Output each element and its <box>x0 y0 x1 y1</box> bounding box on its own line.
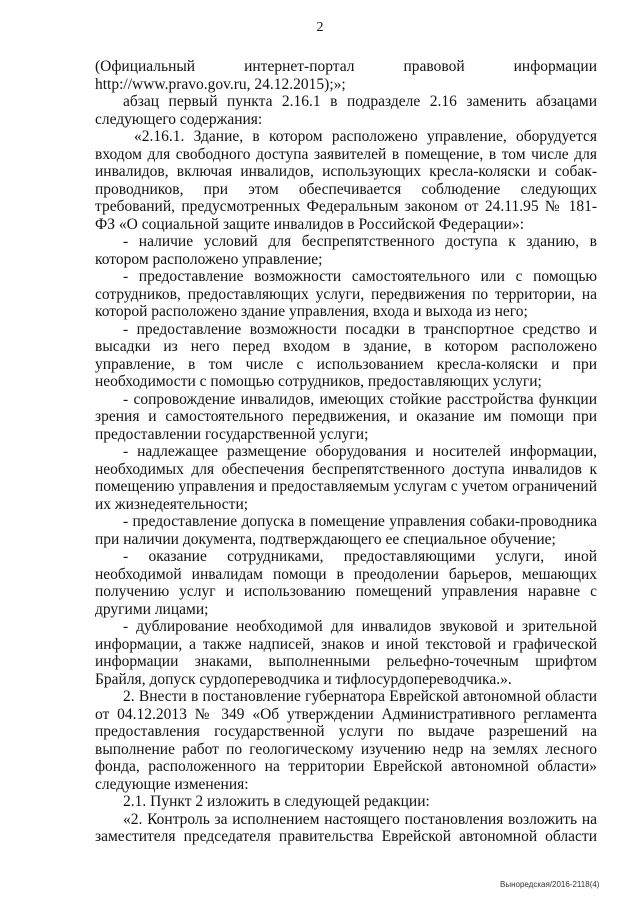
list-item: - предоставление допуска в помещение управления собаки-проводника при наличии документа, подтверждающего ее специальное обучение; <box>95 513 597 548</box>
page-number: 2 <box>316 20 324 35</box>
list-item: - оказание сотрудниками, предоставляющими услуги, иной необходимой инвалидам помощи в преодолении барьеров, мешающих получению услуг и использованию помещений управления наравне с другими лицами; <box>95 548 597 618</box>
paragraph: 2.1. Пункт 2 изложить в следующей редакции: <box>123 793 430 810</box>
list-item: - наличие условий для беспрепятственного доступа к зданию, в котором расположено управление; <box>95 233 597 268</box>
paragraph: 2. Внести в постановление губернатора Еврейской автономной области от 04.12.2013 № 349 «Об утверждении Административного регламента предоставления государственной услуги по выдаче разрешений на выполнение работ по геологическому изучению недр на землях лесного фонда, расположенного на территории Еврейской автономной области» следующие изменения: <box>95 688 597 793</box>
list-item: - сопровождение инвалидов, имеющих стойкие расстройства функции зрения и самостоятельного передвижения, и оказание им помощи при предоставлении государственной услуги; <box>95 390 597 443</box>
paragraph: (Официальный интернет-портал правовой информации http://www.pravo.gov.ru, 24.12.2015);»; <box>95 58 597 93</box>
document-code: Выноредская/2016-2118(4) <box>500 880 600 889</box>
paragraph: «2.16.1. Здание, в котором расположено управление, оборудуется входом для свободного доступа заявителей в помещение, в том числе для инвалидов, включая инвалидов, использующих кресла-коляски и собак-проводников, при этом обеспечивается соблюдение следующих требований, предусмотренных Федеральным законом от 24.11.95 № 181-ФЗ «О социальной защите инвалидов в Российской Федерации»: <box>95 128 597 233</box>
list-item: - предоставление возможности самостоятельного или с помощью сотрудников, предоставляющих услуги, передвижения по территории, на которой расположено здание управления, входа и выхода из него; <box>95 268 597 320</box>
document-body <box>95 58 597 846</box>
paragraph: «2. Контроль за исполнением настоящего постановления возложить на заместителя председателя правительства Еврейской автономной области <box>95 810 597 845</box>
list-item: - предоставление возможности посадки в транспортное средство и высадки из него перед входом в здание, в котором расположено управление, в том числе с использованием кресла-коляски и при необходимости с помощью сотрудников, предоставляющих услуги; <box>95 320 597 390</box>
paragraph: абзац первый пункта 2.16.1 в подразделе 2.16 заменить абзацами следующего содержания: <box>95 93 597 128</box>
list-item: - надлежащее размещение оборудования и носителей информации, необходимых для обеспечения беспрепятственного доступа инвалидов к помещению управления и предоставляемым услугам с учетом ограничений их жизнедеятельности; <box>95 443 597 513</box>
list-item: - дублирование необходимой для инвалидов звуковой и зрительной информации, а также надписей, знаков и иной текстовой и графической информации знаками, выполненными рельефно-точечным шрифтом Брайля, допуск сурдопереводчика и тифлосурдопереводчика.». <box>95 618 597 688</box>
